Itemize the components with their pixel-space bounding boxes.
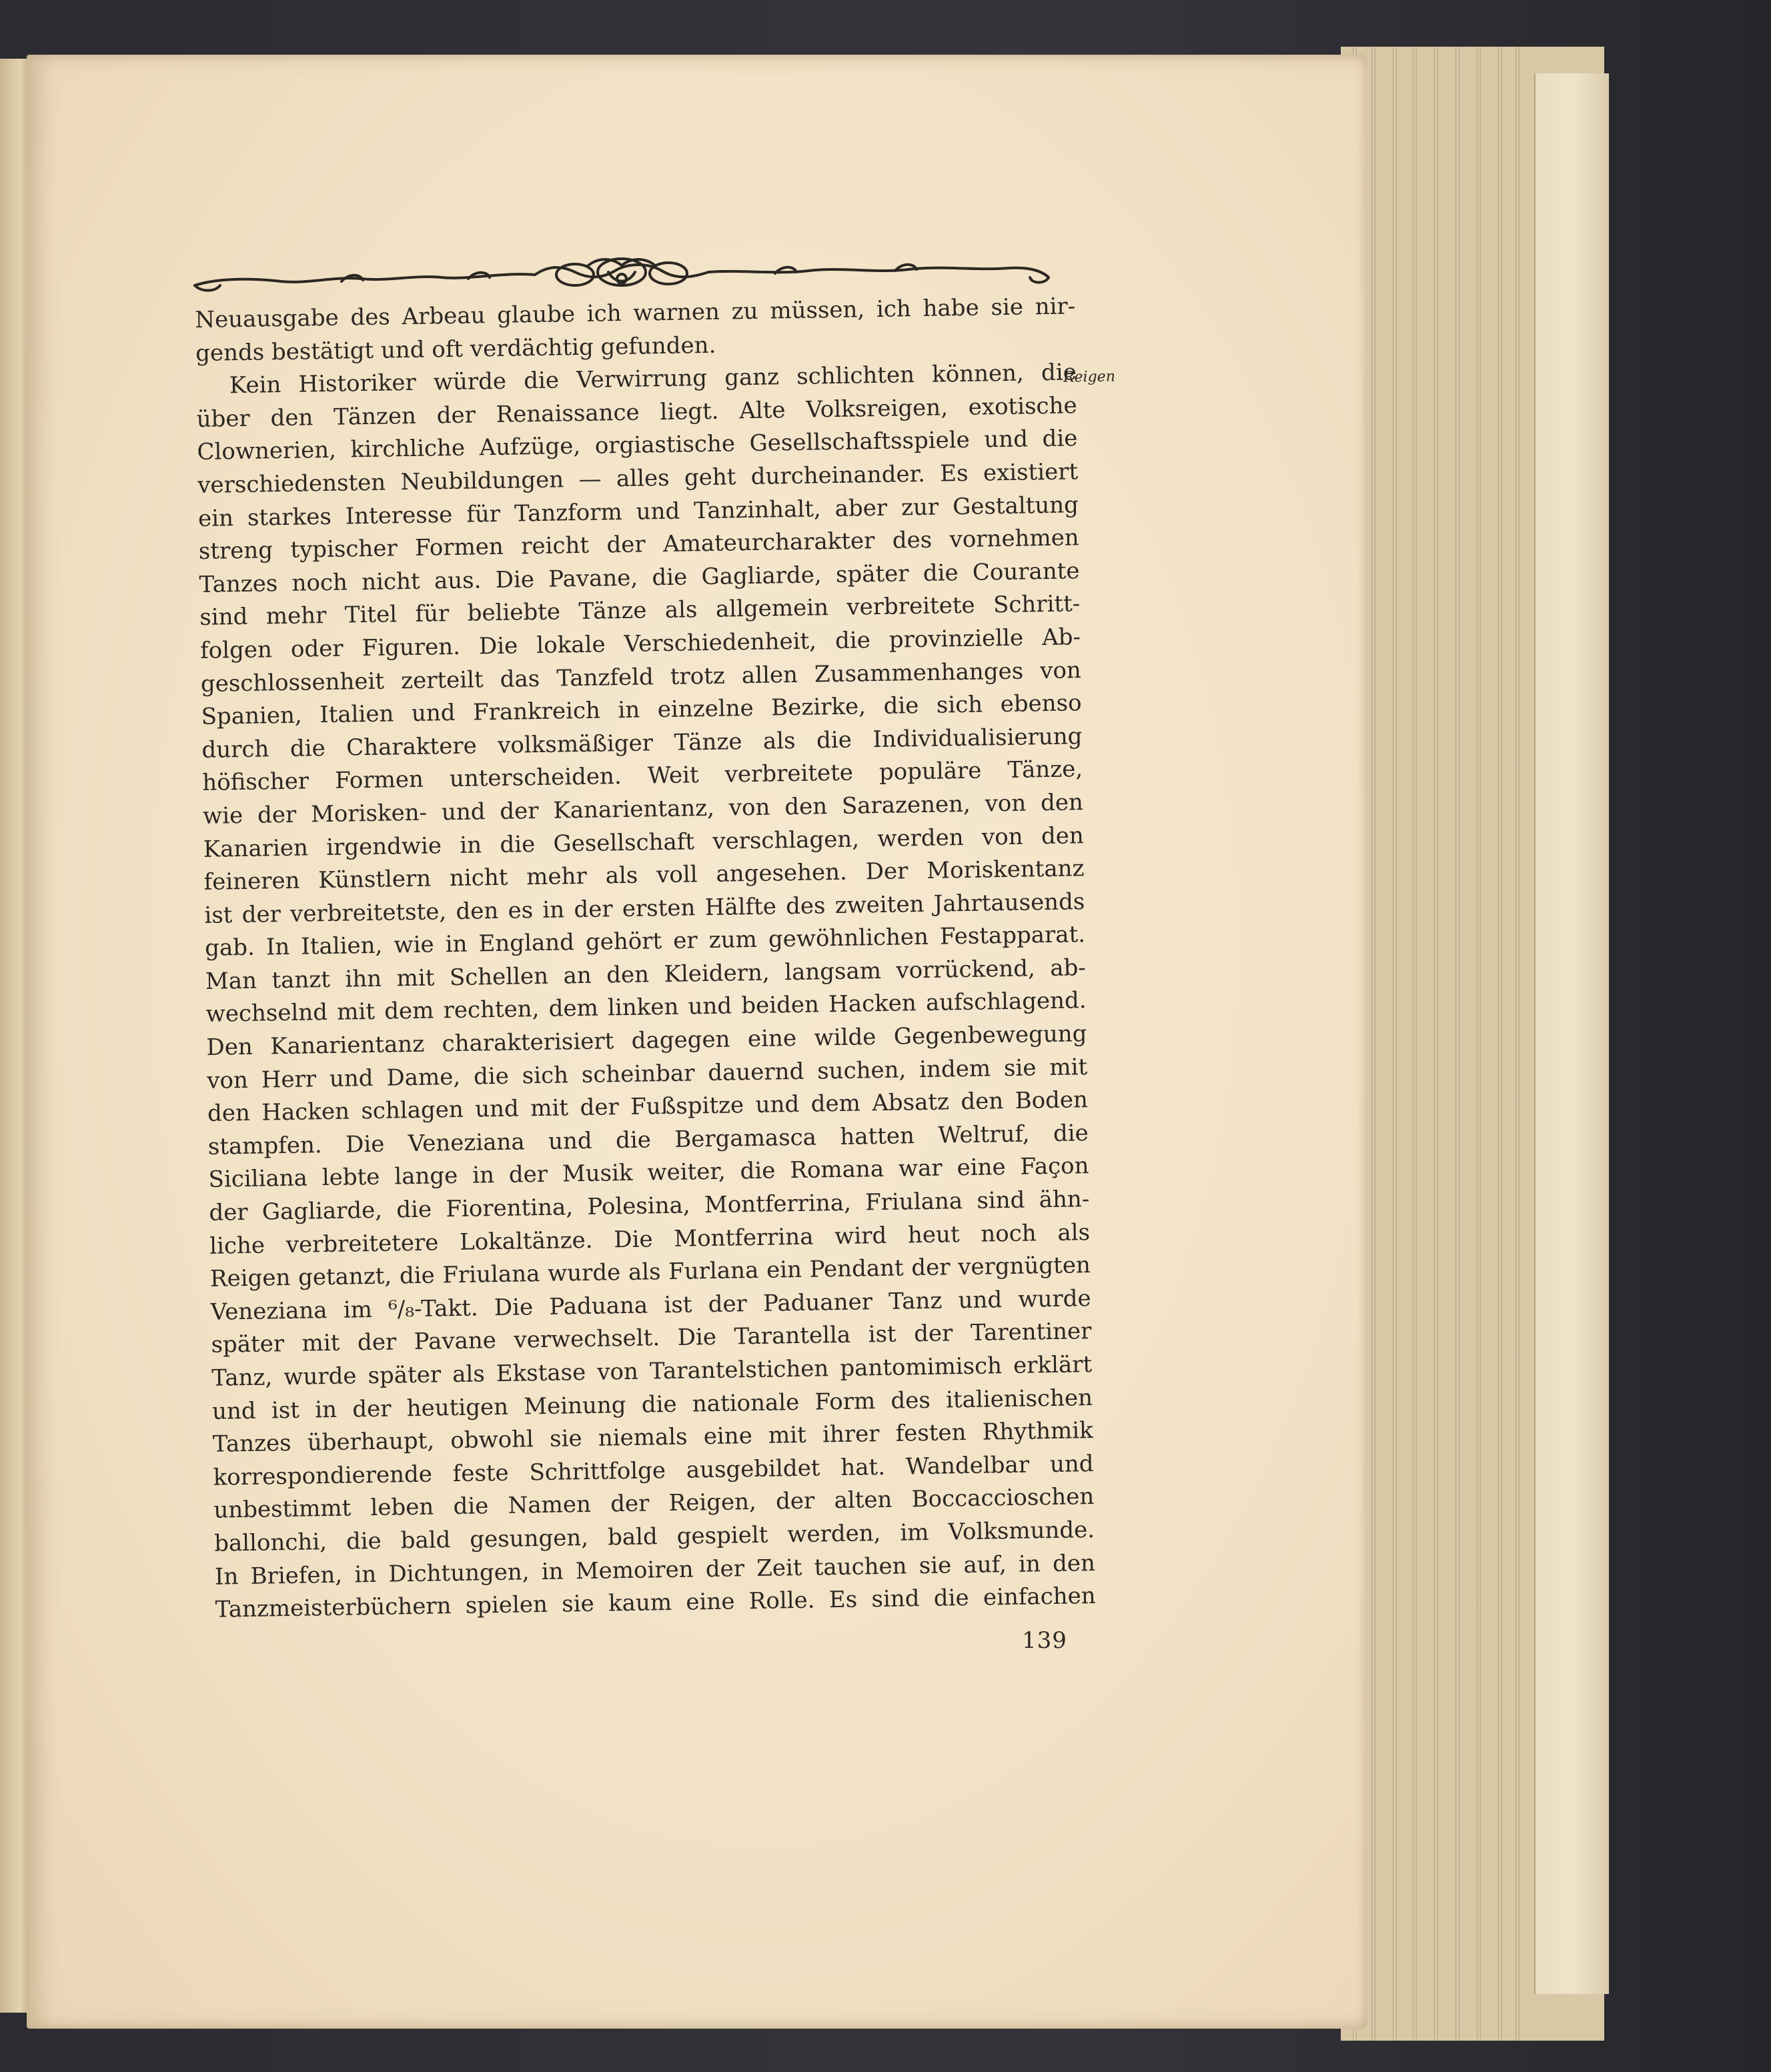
back-cover-edge <box>1534 73 1609 1994</box>
text-line: später mit der Pavane verwechselt. Die Tarantella ist der Tarentiner <box>211 1318 1092 1359</box>
text-line: unbestimmt leben die Namen der Reigen, der alten Boccaccioschen <box>213 1483 1095 1524</box>
text-line: geschlossenheit zerteilt das Tanzfeld trotz allen Zusammenhanges von <box>200 656 1082 698</box>
text-line: sind mehr Titel für beliebte Tänze als allgemein verbreitete Schritt- <box>199 590 1081 632</box>
text-line: Spanien, Italien und Frankreich in einzelne Bezirke, die sich ebenso <box>201 690 1082 731</box>
text-line: von Herr und Dame, die sich scheinbar dauernd suchen, indem sie mit <box>206 1053 1088 1094</box>
body-text <box>195 290 1096 1627</box>
text-line: Siciliana lebte lange in der Musik weiter, die Romana war eine Façon <box>208 1152 1089 1194</box>
text-line: korrespondierende feste Schrittfolge ausgebildet hat. Wandelbar und <box>213 1450 1094 1491</box>
text-line: gab. In Italien, wie in England gehört er zum gewöhnlichen Festapparat. <box>204 921 1086 962</box>
text-line: Neuausgabe des Arbeau glaube ich warnen zu müssen, ich habe sie nir- <box>195 293 1076 333</box>
text-line: ist der verbreitetste, den es in der ersten Hälfte des zweiten Jahrtausends <box>204 888 1085 929</box>
page-number: 139 <box>1022 1627 1067 1654</box>
text-line: Tanz, wurde später als Ekstase von Tarantelstichen pantomimisch erklärt <box>211 1351 1093 1392</box>
decorative-scroll-ornament-icon <box>188 252 1055 297</box>
text-line: wechselnd mit dem rechten, dem linken und beiden Hacken aufschlagend. <box>205 987 1087 1028</box>
text-line: durch die Charaktere volksmäßiger Tänze als die Individualisierung <box>201 722 1083 764</box>
text-line: Kein Historiker würde die Verwirrung ganz schlichten können, die <box>229 359 1077 399</box>
text-line: liche verbreitetere Lokaltänze. Die Montferrina wird heut noch als <box>209 1218 1091 1260</box>
text-line: In Briefen, in Dichtungen, in Memoiren der Zeit tauchen sie auf, in den <box>214 1549 1096 1591</box>
text-line: Tanzes überhaupt, obwohl sie niemals eine mit ihrer festen Rhythmik <box>212 1417 1094 1458</box>
text-line: Clownerien, kirchliche Aufzüge, orgiastische Gesellschaftsspiele und die <box>197 425 1078 466</box>
text-line: Man tanzt ihn mit Schellen an den Kleidern, langsam vorrückend, ab- <box>205 954 1087 995</box>
text-line: den Hacken schlagen und mit der Fußspitze und dem Absatz den Boden <box>207 1086 1089 1128</box>
text-line: Tanzes noch nicht aus. Die Pavane, die Gagliarde, später die Courante <box>199 557 1080 598</box>
marginal-note: Reigen <box>1063 368 1116 386</box>
text-line: ballonchi, die bald gesungen, bald gespielt werden, im Volksmunde. <box>213 1516 1095 1557</box>
text-line: ein starkes Interesse für Tanzform und Tanzinhalt, aber zur Gestaltung <box>197 491 1079 532</box>
text-line: Den Kanarientanz charakterisiert dagegen eine wilde Gegenbewegung <box>206 1020 1087 1061</box>
text-line: verschiedensten Neubildungen — alles geht durcheinander. Es existiert <box>197 458 1079 499</box>
text-line: und ist in der heutigen Meinung die nationale Form des italienischen <box>211 1384 1093 1425</box>
text-line: feineren Künstlern nicht mehr als voll angesehen. Der Moriskentanz <box>203 855 1085 896</box>
text-line: der Gagliarde, die Fiorentina, Polesina, Montferrina, Friulana sind ähn- <box>209 1186 1090 1226</box>
text-line: Veneziana im ⁶/₈-Takt. Die Paduana ist der Paduaner Tanz und wurde <box>210 1284 1091 1326</box>
text-line: stampfen. Die Veneziana und die Bergamasca hatten Weltruf, die <box>207 1119 1089 1160</box>
text-line: Tanzmeisterbüchern spielen sie kaum eine Rolle. Es sind die einfachen <box>215 1583 1096 1623</box>
text-line: Reigen getanzt, die Friulana wurde als Furlana ein Pendant der vergnügten <box>209 1252 1091 1293</box>
text-line: streng typischer Formen reicht der Amateurcharakter des vornehmen <box>198 524 1079 566</box>
text-line: Kanarien irgendwie in die Gesellschaft verschlagen, werden von den <box>203 822 1084 863</box>
text-line: höfischer Formen unterscheiden. Weit verbreitete populäre Tänze, <box>201 756 1083 797</box>
text-line: über den Tänzen der Renaissance liegt. Alte Volksreigen, exotische <box>196 392 1077 433</box>
text-line: wie der Morisken- und der Kanarientanz, von den Sarazenen, von den <box>202 789 1084 830</box>
text-line: folgen oder Figuren. Die lokale Verschiedenheit, die provinzielle Ab- <box>199 624 1081 664</box>
text-line: gends bestätigt und oft verdächtig gefunden. <box>195 331 716 367</box>
